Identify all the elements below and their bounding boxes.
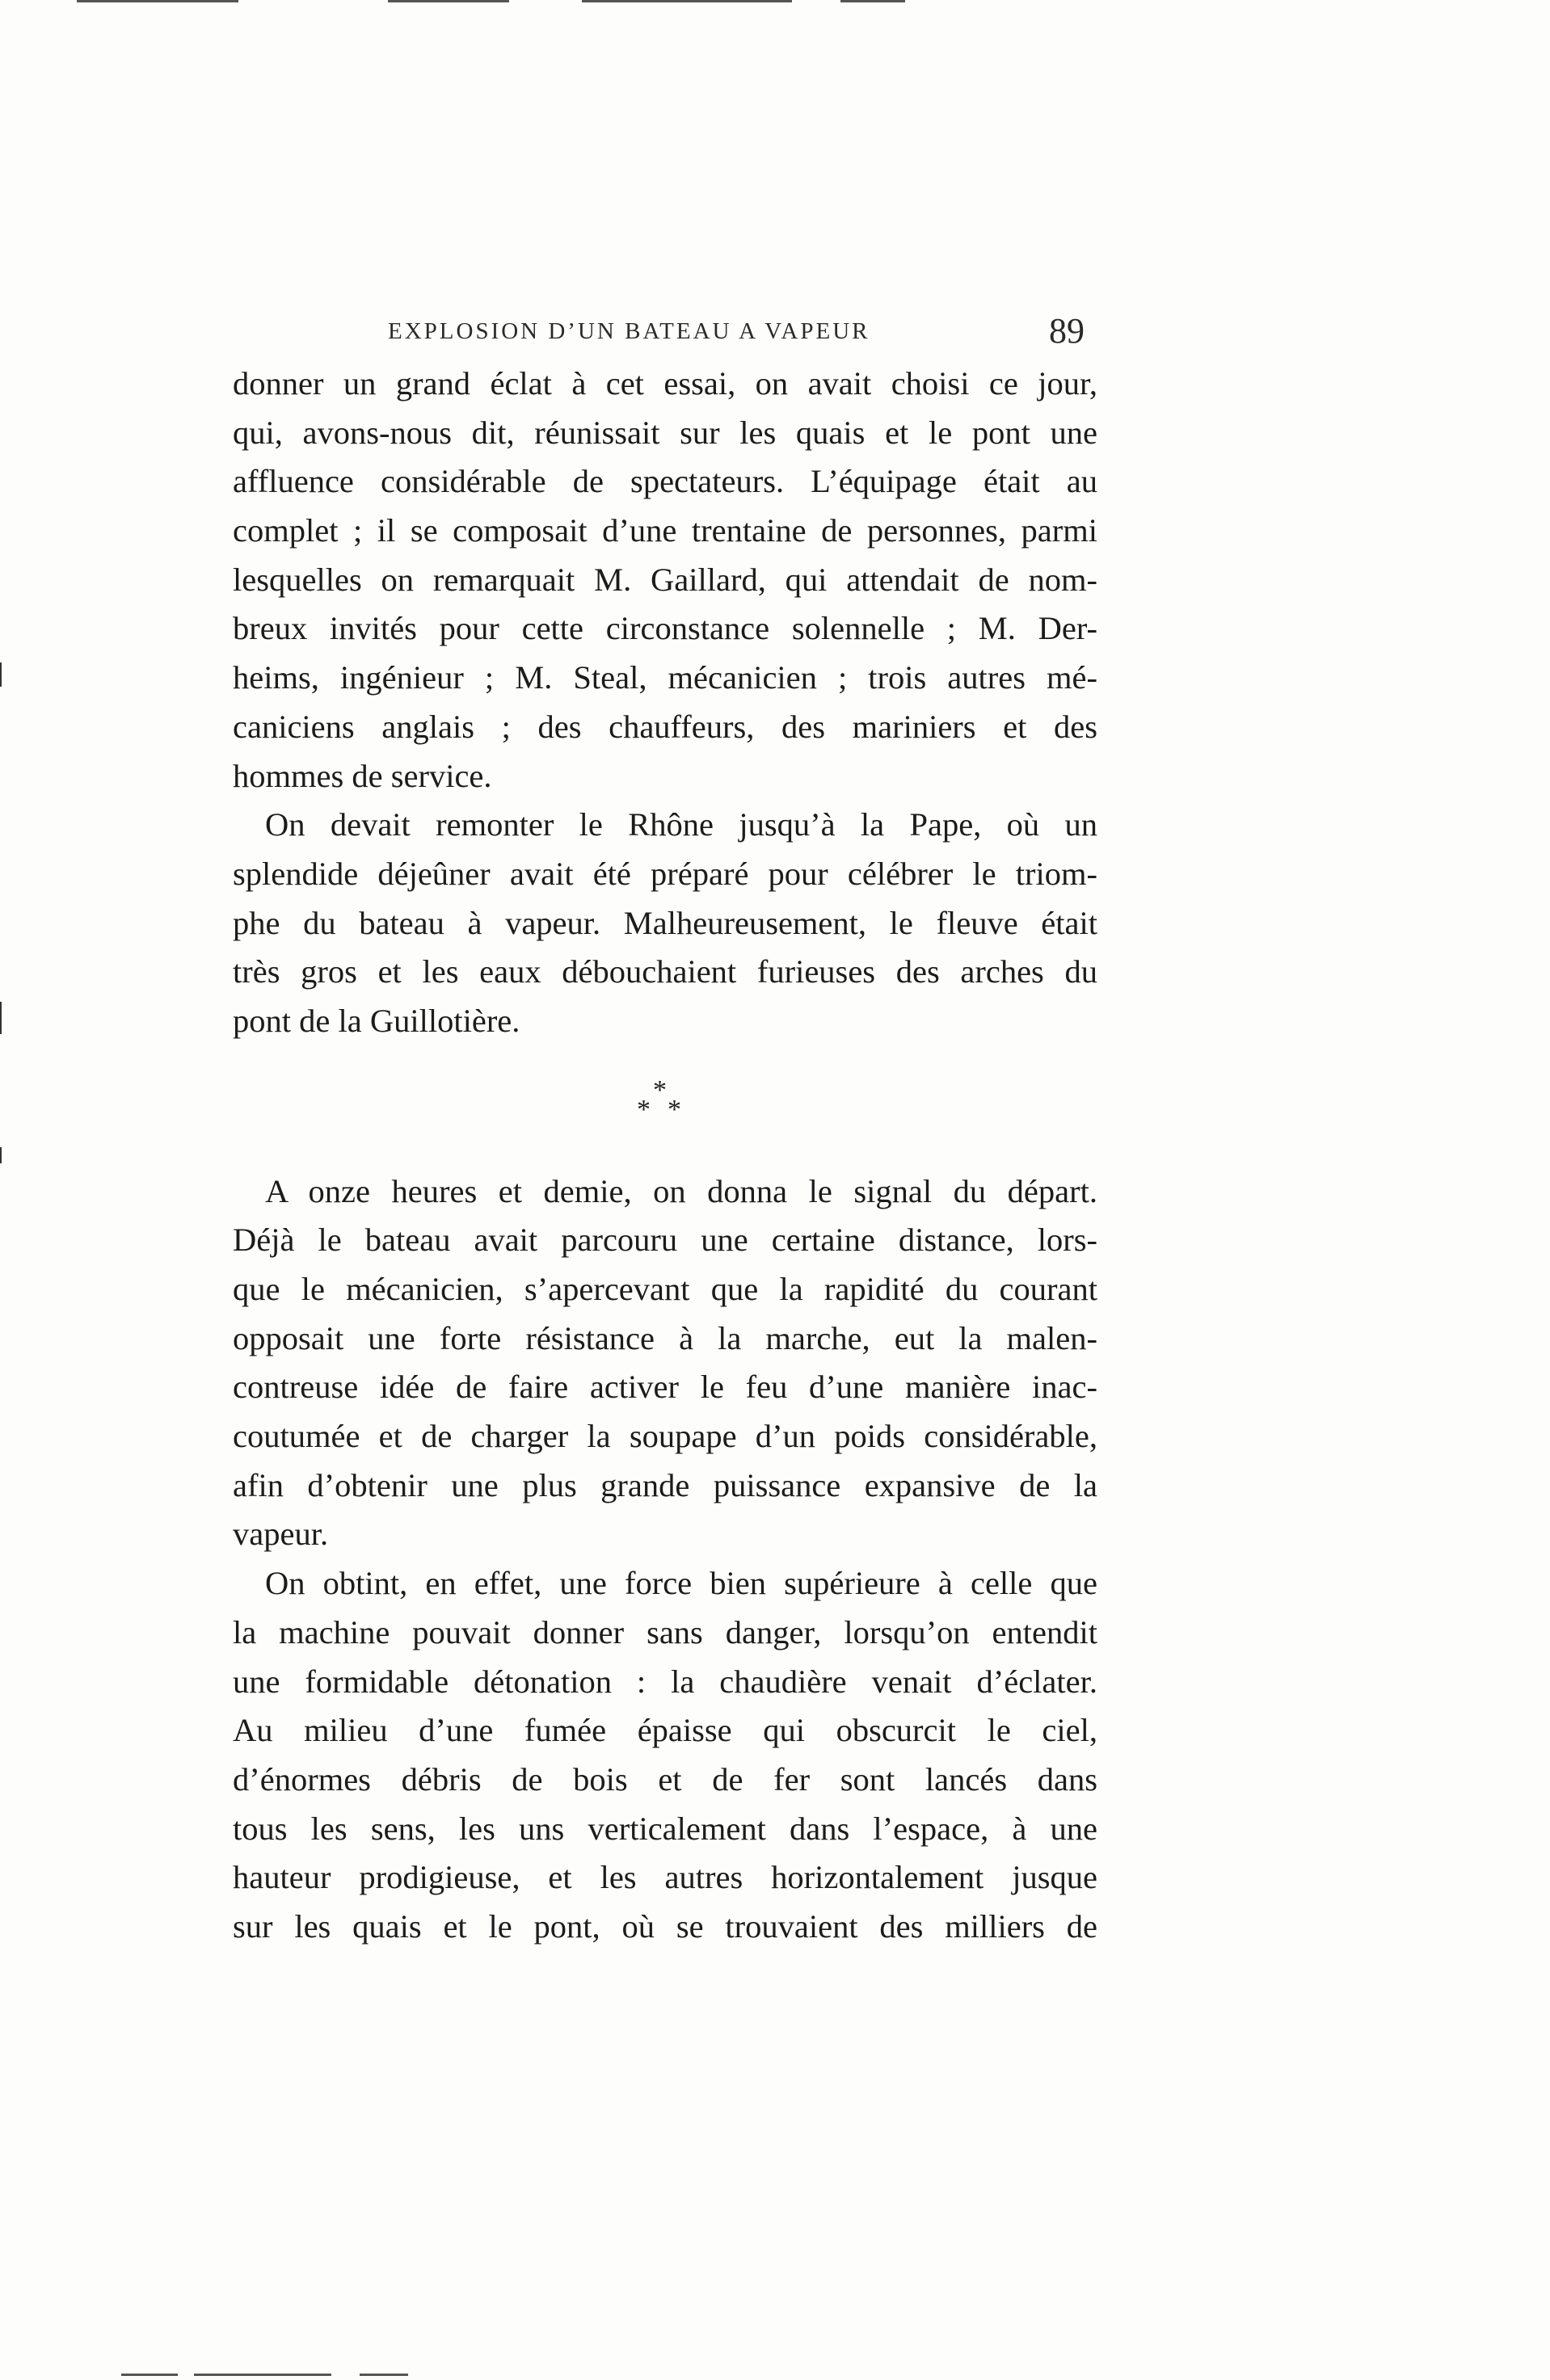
scan-artifact-line — [121, 2374, 178, 2376]
scan-artifact-line — [77, 0, 238, 2]
text-line: hommes de service. — [233, 757, 492, 794]
text-line: opposait une forte résistance à la marche, eut la malen- — [233, 1319, 1097, 1356]
scan-artifact-line — [582, 0, 792, 2]
text-line: On obtint, en effet, une force bien supérieure à celle que — [265, 1565, 1097, 1602]
margin-mark — [0, 662, 2, 687]
text-line: complet ; il se composait d’une trentaine de personnes, parmi — [233, 512, 1097, 549]
text-line: donner un grand éclat à cet essai, on avait choisi ce jour, — [233, 365, 1097, 402]
text-line: très gros et les eaux débouchaient furieuses des arches du — [233, 953, 1097, 990]
text-line: sur les quais et le pont, où se trouvaient des milliers de — [233, 1907, 1097, 1945]
text-line: une formidable détonation : la chaudière venait d’éclater. — [233, 1663, 1097, 1700]
margin-mark — [0, 1147, 2, 1163]
text-line: qui, avons-nous dit, réunissait sur les quais et le pont une — [233, 414, 1097, 451]
text-line: hauteur prodigieuse, et les autres horizontalement jusque — [233, 1859, 1097, 1896]
text-line: phe du bateau à vapeur. Malheureusement, le fleuve était — [233, 904, 1097, 941]
margin-mark — [0, 1002, 2, 1034]
text-line: splendide déjeûner avait été préparé pour célébrer le triom- — [233, 855, 1097, 892]
text-line: la machine pouvait donner sans danger, lorsqu’on entendit — [233, 1613, 1097, 1650]
paragraph-1 — [233, 360, 1097, 801]
text-line: lesquelles on remarquait M. Gaillard, qui attendait de nom- — [233, 561, 1097, 598]
text-line: d’énormes débris de bois et de fer sont lancés dans — [233, 1760, 1097, 1798]
text-line: coutumée et de charger la soupape d’un poids considérable, — [233, 1418, 1097, 1455]
scan-artifact-line — [194, 2374, 331, 2376]
paragraph-2 — [233, 801, 1097, 1045]
asterisk: * — [653, 1074, 667, 1105]
text-line: pont de la Guillotière. — [233, 1002, 520, 1039]
paragraph-4 — [233, 1559, 1097, 1952]
text-line: On devait remonter le Rhône jusqu’à la Pape, où un — [265, 806, 1097, 843]
scan-artifact-line — [388, 0, 509, 2]
scan-artifact-line — [840, 0, 905, 2]
text-line: contreuse idée de faire activer le feu d’une manière inac- — [233, 1369, 1097, 1406]
asterisk: * — [668, 1094, 681, 1125]
text-line: heims, ingénieur ; M. Steal, mécanicien ; trois autres mé- — [233, 659, 1097, 696]
text-line: vapeur. — [233, 1516, 329, 1553]
section-separator-asterism — [233, 1046, 1097, 1167]
running-head — [234, 313, 1123, 355]
text-line: A onze heures et demie, on donna le signal du départ. — [265, 1172, 1097, 1209]
running-title: EXPLOSION D’UN BATEAU A VAPEUR — [388, 318, 870, 344]
scan-artifact-line — [360, 2374, 408, 2376]
text-line: Au milieu d’une fumée épaisse qui obscurcit le ciel, — [233, 1712, 1097, 1749]
asterisk: * — [637, 1094, 651, 1125]
text-line: caniciens anglais ; des chauffeurs, des mariniers et des — [233, 708, 1097, 745]
text-line: que le mécanicien, s’apercevant que la rapidité du courant — [233, 1271, 1097, 1307]
text-line: afin d’obtenir une plus grande puissance expansive de la — [233, 1466, 1097, 1503]
text-line: Déjà le bateau avait parcouru une certaine distance, lors- — [233, 1222, 1097, 1259]
text-line: affluence considérable de spectateurs. L’équipage était au — [233, 463, 1097, 500]
page-number: 89 — [1049, 311, 1085, 351]
paragraph-3 — [233, 1167, 1097, 1560]
text-line: breux invités pour cette circonstance solennelle ; M. Der- — [233, 610, 1097, 647]
body-text — [233, 360, 1097, 1952]
text-line: tous les sens, les uns verticalement dans l’espace, à une — [233, 1810, 1097, 1847]
